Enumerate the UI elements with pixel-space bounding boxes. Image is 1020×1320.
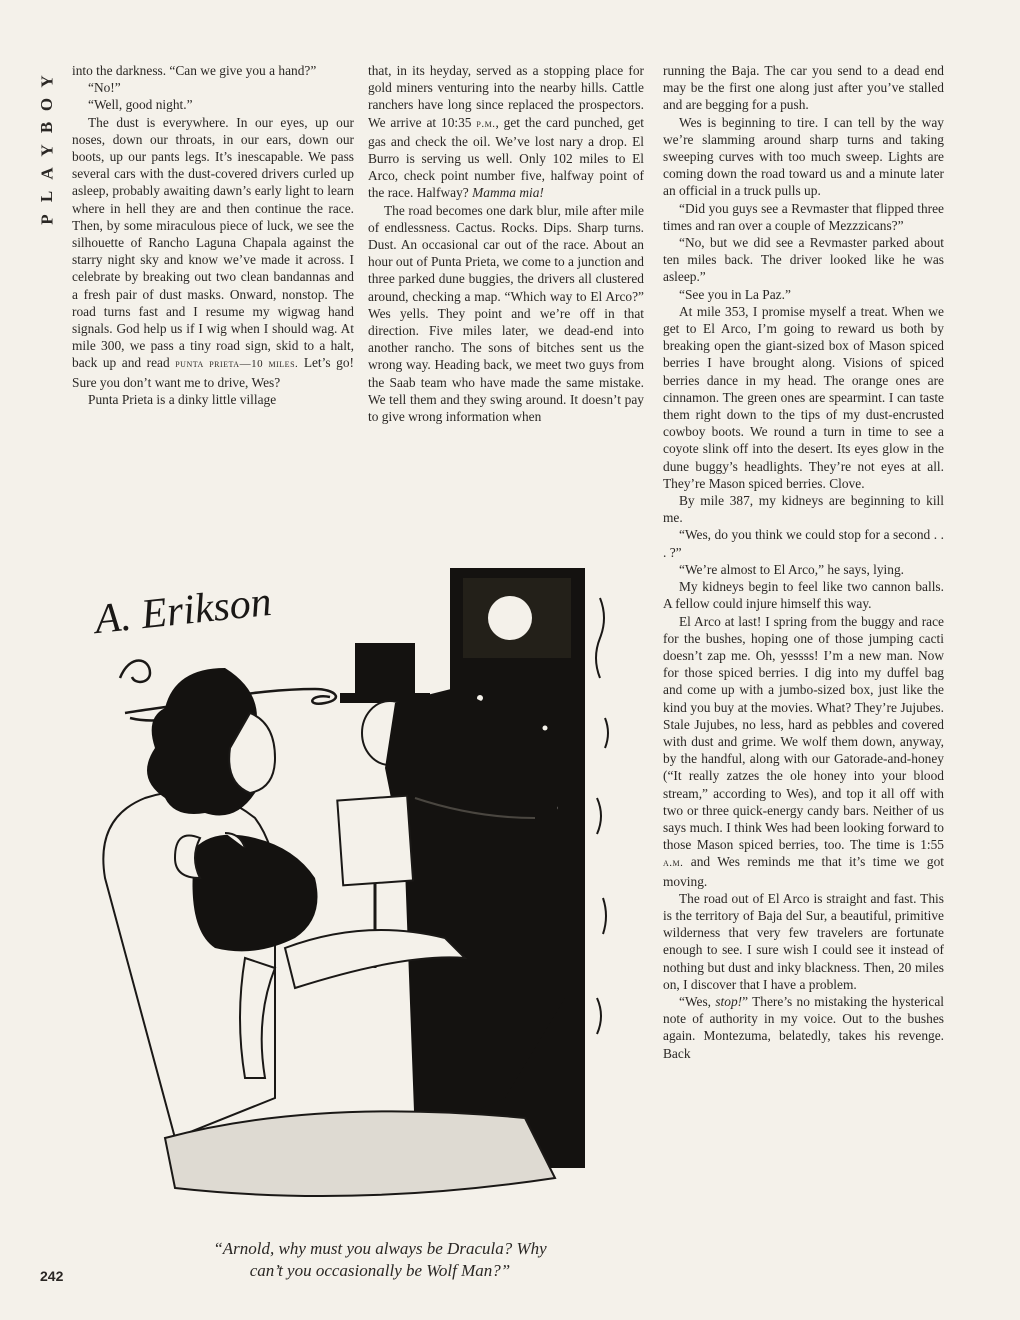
paragraph: running the Baja. The car you send to a dead end may be the first one along just after you’ve stalled and are begging for a push. [663,63,944,113]
illustration-caption [100,1238,660,1282]
caption-line: “Arnold, why must you always be Dracula? Why [213,1239,547,1258]
sidebar-letter: A [37,167,57,180]
cartoon-illustration [85,538,640,1218]
italic-text: Mamma mia! [472,185,544,201]
paragraph: “No, but we did see a Revmaster parked about ten miles back. The driver looked like he was asleep.” [663,235,944,285]
paragraph: into the darkness. “Can we give you a hand?” [72,63,317,78]
moon-icon [488,596,532,640]
paragraph: Wes is beginning to tire. I can tell by the way we’re slamming around sharp turns and taking sweeping curves with too much sweep. Lights are coming down the road toward us and a minute later an official in a truck pulls up. [663,114,944,199]
paragraph: “See you in La Paz.” [679,286,791,302]
top-hat [355,643,415,698]
paragraph: By mile 387, my kidneys are beginning to kill me. [663,493,944,526]
text-run: , get the card punched, get gas and check the oil. We’ve lost nary a drop. El Burro is serving us well. Only 102 miles to El Arco, check point number five, halfway point of the race. Halfway? [368,114,644,201]
text-run: that, in its heyday, served as a stopping place for gold miners venturing into the nearby hills. Cattle ranchers have long since replaced the prospectors. We arrive at 10:35 [368,63,644,130]
paragraph [72,114,354,391]
paragraph: At mile 353, I promise myself a treat. When we get to El Arco, I’m going to reward us both by breaking open the giant-sized box of Mason spiced berries I have brought along. Visions of spiced berries dance in my head. The orange ones are cinnamon. The green ones are spearmint. I can taste them right down to the tips of my dust-encrusted cowboy boots. We round a turn in time to see a coyote slink off into the desert. Its eyes glow in the dune buggy’s headlights. They’re not eyes at all. They’re Mason spiced berries. Clove. [663,303,944,491]
paragraph: “Well, good night.” [88,97,193,113]
paragraph: My kidneys begin to feel like two cannon balls. A fellow could injure himself this way. [663,579,944,612]
text-run: “Wes, [679,993,712,1009]
paragraph: “No!” [88,80,121,96]
paragraph: “Did you guys see a Revmaster that flipped three times and ran over a couple of Mezzzicans?” [663,200,944,233]
sofa-seat [165,1111,555,1196]
time-suffix: a.m. [663,857,684,870]
sidebar-letter: O [37,97,57,112]
time-suffix: p.m. [476,117,496,130]
sidebar-letter: Y [37,75,57,88]
lamp-shade [337,796,413,886]
paragraph [663,993,944,1062]
magazine-name-vertical [37,70,57,231]
sidebar-letter: P [37,214,57,225]
paragraph: Punta Prieta is a dinky little village [88,391,277,407]
text-run: Let’s go! Sure you don’t want me to drive, Wes? [72,355,354,390]
text-run: El Arco at last! I spring from the buggy and race for the bushes, hoping one of those jumping cacti doesn’t zap me. Oh, yessss! I’m a new man. Now for those spiced berries. I dig into my duffel bag and come up with a jumbo-sized box, just like the kind you buy at the movies. What? They’re Jujubes. Stale Jujubes, no less, hard as pebbles and covered with dust and grime. We wolf them down, anyway, by the handful, along with our Gatorade-and-honey (“It really zatzes the ole honey into your blood stream,” according to Wes), and top it all off with two or three quick-energy candy bars. Neither of us says much. I think Wes had been looking forward to those Mason spiced berries, too. The time is 1:55 [663,613,944,853]
text-run: The dust is everywhere. In our eyes, up our noses, down our throats, in our ears, down our boots, up our pants legs. It’s inescapable. We pass several cars with the dust-covered drivers curled up asleep, probably awaiting dawn’s early light to learn where in hell they are and then continue the race. Then, by some miraculous piece of luck, we see the silhouette of Rancho Laguna Chapala against the starry night sky and know we’ve made it across. I celebrate by breaking out two clean bandannas and a fresh pair of dust masks. Onward, nonstop. The road turns fast and I resume my wigwag hand signals. God help us if I wig when I should wag. At mile 300, we pass a tiny road sign, skid to a halt, back up and read [72,114,354,371]
woman-dress [193,835,318,952]
paragraph: The road becomes one dark blur, mile after mile of endlessness. Cactus. Rocks. Dips. Sharp turns. Dust. An occasional car out of the race. About an hour out of Punta Prieta, we come to a junction and three parked dune buggies, the drivers all clustered around, checking a map. “Which way to El Arco?” Wes yells. They point and we’re off in that direction. Five miles later, we dead-end into another rancho. The sons of bitches sent us the wrong way. Heading back, we meet two guys from the Saab team who have made the same mistake. We tell them and they swing around. It doesn’t pay to give wrong information when [368,202,644,425]
artist-signature: A. Erikson [92,578,274,644]
text-column-3 [663,62,944,1062]
sidebar-letter: B [37,121,57,134]
text-run: and Wes reminds me that it’s time we got moving. [663,854,944,889]
text-column-1 [72,62,354,408]
text-run: ” There’s no mistaking the hysterical note of authority in my voice. Out to the bushes again. Montezuma, belatedly, takes his revenge. Back [663,993,944,1061]
sidebar-letter: Y [37,144,57,157]
paragraph [368,62,644,202]
road-sign-text: punta prieta—10 miles. [175,358,299,371]
paragraph: “Wes, do you think we could stop for a second . . . ?” [663,527,944,560]
text-column-2 [368,62,644,425]
paragraph: “We’re almost to El Arco,” he says, lying. [679,561,905,577]
sidebar-letter: L [37,190,57,203]
caption-line: can’t you occasionally be Wolf Man?” [249,1261,511,1280]
paragraph: The road out of El Arco is straight and fast. This is the territory of Baja del Sur, a beautiful, primitive wilderness that very few travelers are fortunate enough to see. I sure wish I could see it instead of nothing but dust and inky blackness. Then, 20 miles on, I discover that I have a problem. [663,890,944,992]
paragraph [663,613,944,890]
italic-text: stop! [715,993,743,1009]
page-number: 242 [40,1268,64,1284]
curtain-lines [596,598,608,1034]
